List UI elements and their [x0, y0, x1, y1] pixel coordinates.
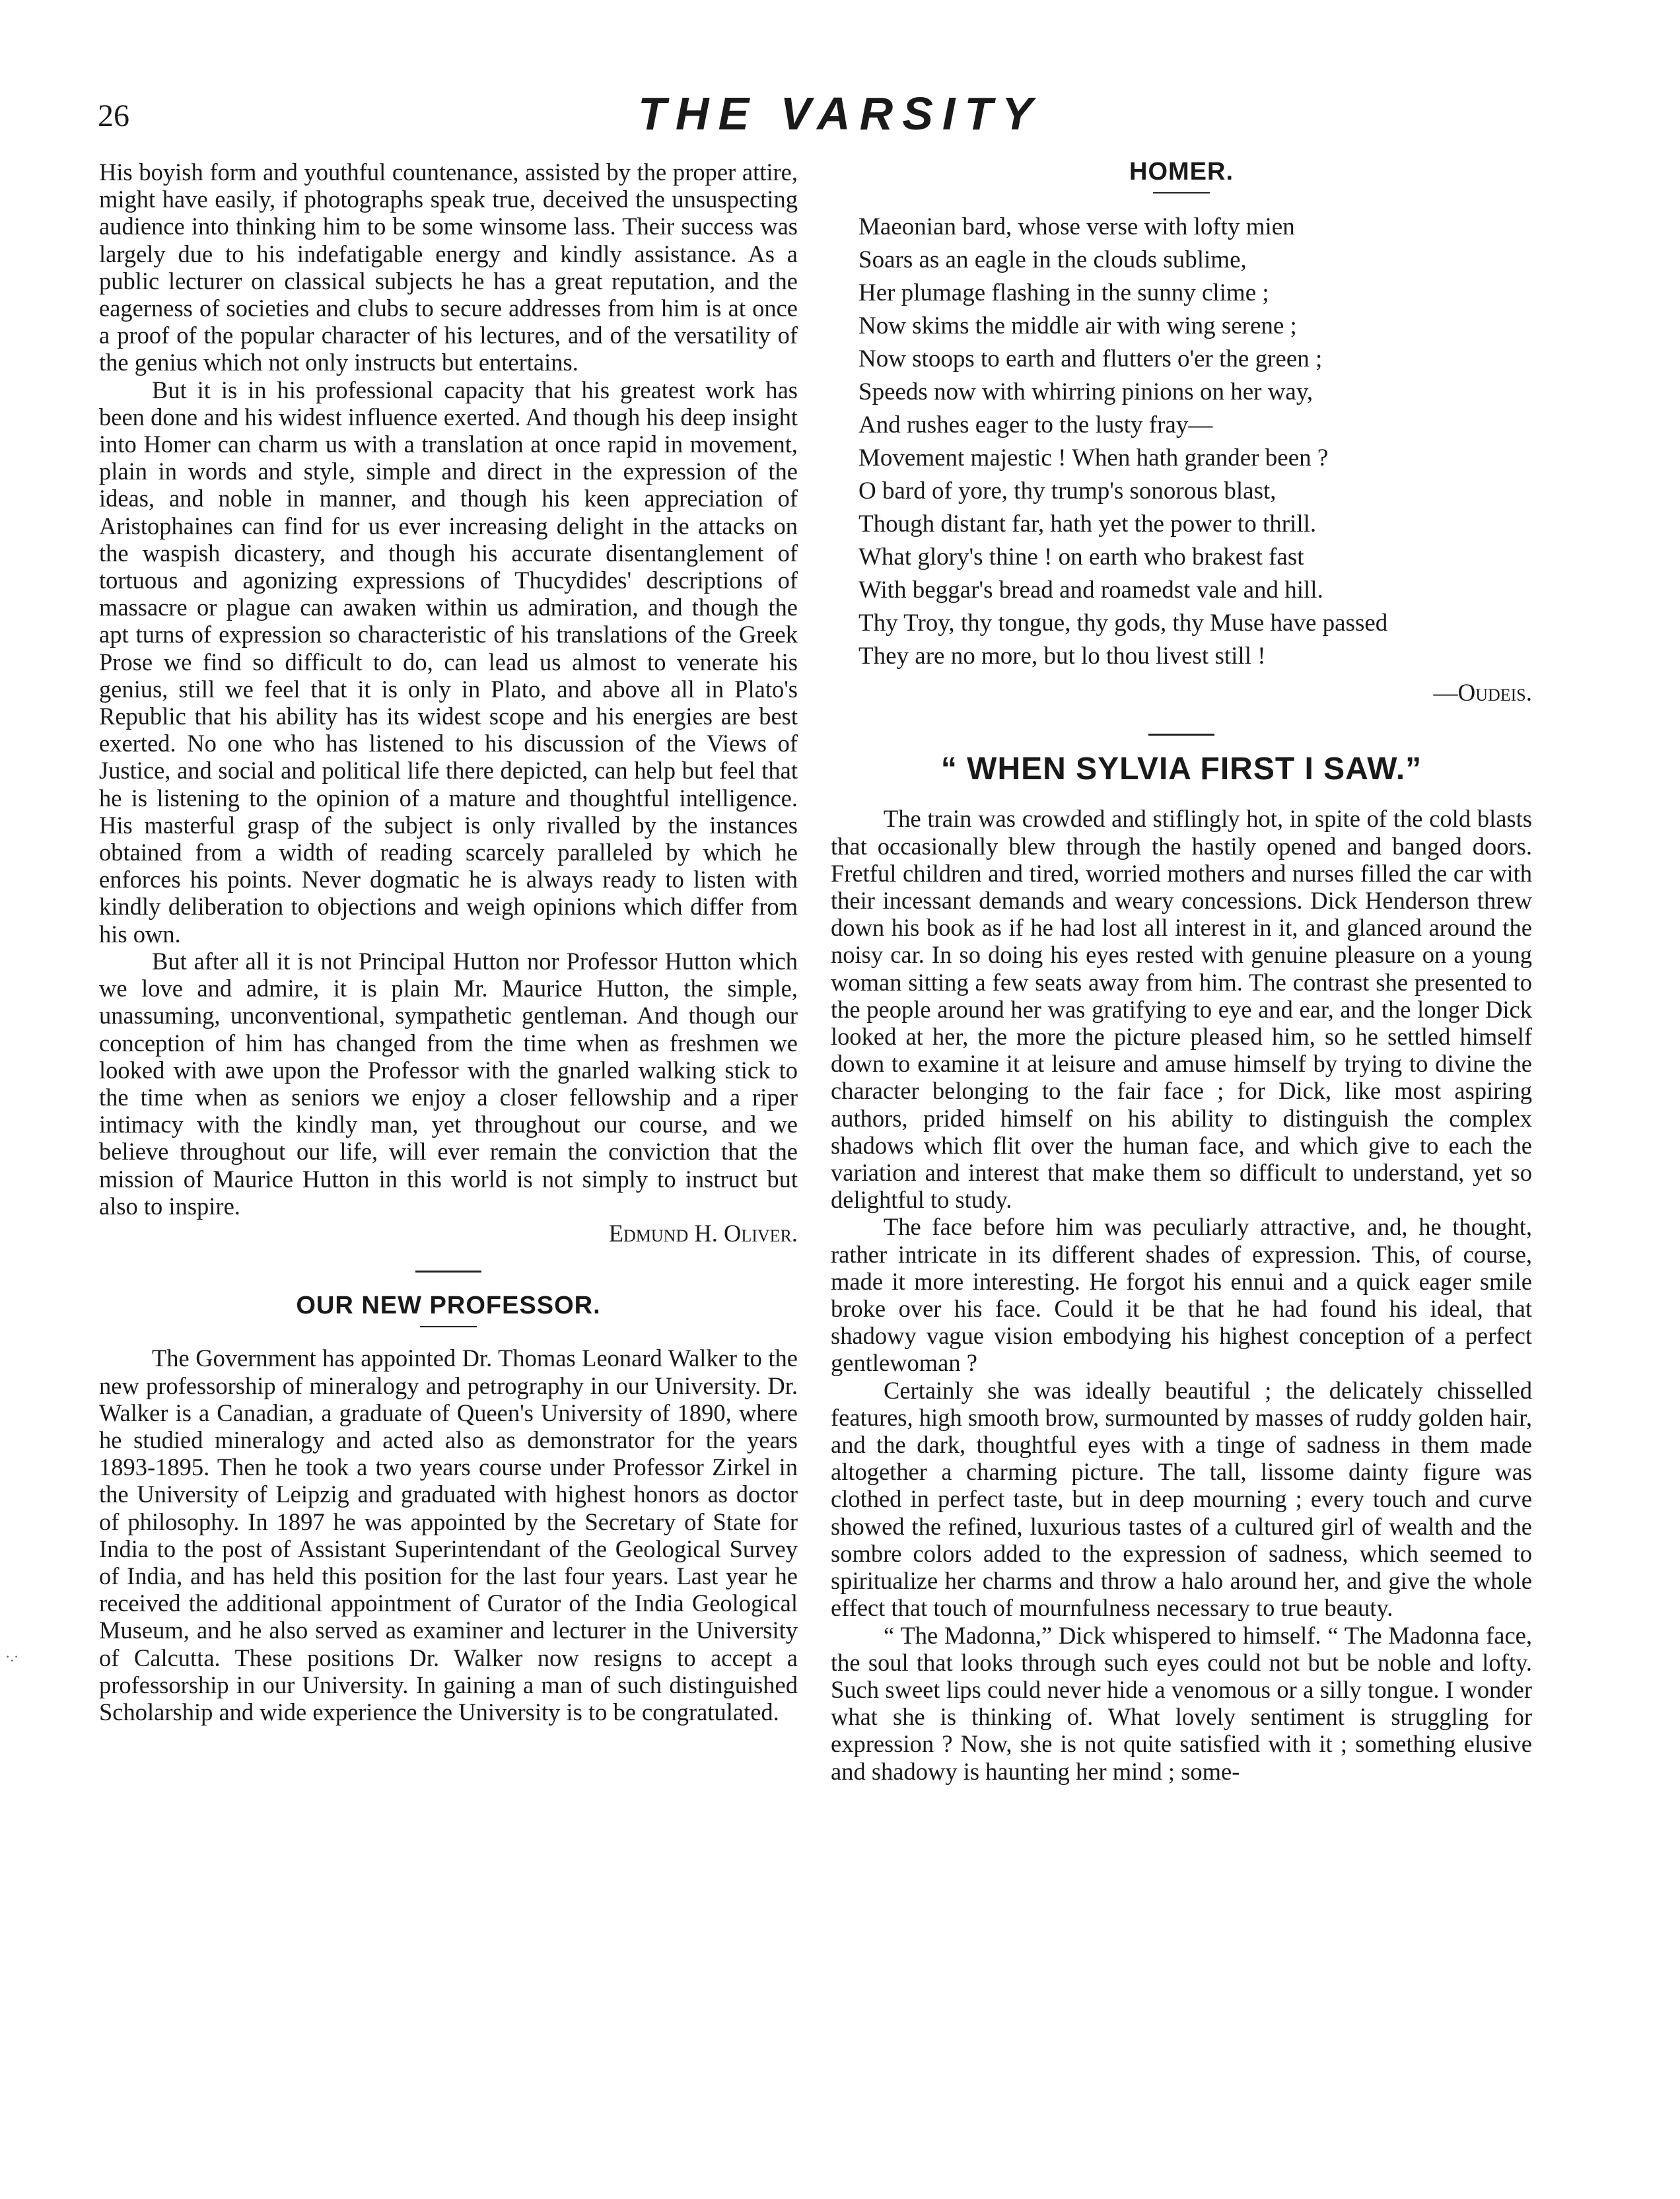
poem-line: What glory's thine ! on earth who brakest fast: [858, 543, 1304, 571]
poem-line: Now skims the middle air with wing serene ;: [858, 312, 1297, 340]
title-underline: [420, 1326, 477, 1327]
right-column: [831, 158, 1532, 1785]
page-number: 26: [98, 98, 129, 133]
poem-title: HOMER.: [1129, 158, 1234, 186]
poem-signature: —Oudeis.: [1433, 680, 1532, 707]
article-paragraph: His boyish form and youthful countenance, assisted by the proper attire, might have easily, if photographs speak true, deceived the unsuspecting audience into thinking him to be some winsome lass. Their success was largely due to his indefatigable energy and kindly assistance. As a public lecturer on classical subjects he has a great reputation, and the eagerness of societies and clubs to secure addresses from him is at once a proof of the popular character of his lectures, and of the versatility of the genius which not only instructs but entertains.: [99, 158, 798, 376]
article-paragraph: But it is in his professional capacity that his greatest work has been done and his widest influence exerted. And though his deep insight into Homer can charm us with a translation at once rapid in movement, plain in words and style, simple and direct in the expression of the ideas, and noble in manner, and though his keen appreciation of Aristophaines can find for us ever increasing delight in the attacks on the waspish dicastery, and though his accurate disentanglement of tortuous and agonizing expressions of Thucydides' descriptions of massacre or plague can awaken within us admiration, and though the apt turns of expression so characteristic of his translations of the Greek Prose we find so difficult to do, can lead us almost to venerate his genius, still we feel that it is only in Plato, and above all in Plato's Republic that his ability has its widest scope and his energies are best exerted. No one who has listened to his discussion of the Views of Justice, and social and political life there depicted, can help but feel that he is listening to the opinion of a mature and thoughtful intelligence. His masterful grasp of the subject is only rivalled by the instances obtained from a width of reading scarcely paralleled by which he enforces his points. Never dogmatic he is always ready to listen with kindly deliberation to objections and weigh opinions which differ from his own.: [99, 376, 798, 948]
page-header: [0, 78, 1680, 151]
section-divider: [415, 1271, 481, 1273]
poem-line: They are no more, but lo thou livest still !: [858, 643, 1266, 670]
poem-line: Though distant far, hath yet the power to thrill.: [858, 510, 1317, 538]
poem-line: Movement majestic ! When hath grander been ?: [858, 444, 1329, 472]
masthead-title: THE VARSITY: [638, 88, 1042, 139]
article-paragraph: The Government has appointed Dr. Thomas Leonard Walker to the new professorship of mineralogy and petrography in our University. Dr. Walker is a Canadian, a graduate of Queen's University of 1890, where he studied mineralogy and acted also as demonstrator for the years 1893-1895. Then he took a two years course under Professor Zirkel in the University of Leipzig and graduated with highest honors as doctor of philosophy. In 1897 he was appointed by the Secretary of State for India to the post of Assistant Superintendant of the Geological Survey of India, and has held this position for the last four years. Last year he received the additional appointment of Curator of the India Geological Museum, and he also served as examiner and lecturer in the University of Calcutta. These positions Dr. Walker now resigns to accept a professorship in our University. In gaining a man of such distinguished Scholarship and wide experience the University is to be congratulated.: [99, 1344, 798, 1726]
poem-line: Her plumage flashing in the sunny clime ;: [858, 279, 1269, 307]
poem-line: And rushes eager to the lusty fray—: [858, 411, 1213, 439]
story-paragraph: “ The Madonna,” Dick whispered to himself. “ The Madonna face, the soul that looks through such eyes could not but be noble and lofty. Such sweet lips could never hide a venomous or a silly tongue. I wonder what she is thinking of. What lovely sentiment is struggling for expression ? Now, she is not quite satisfied with it ; something elusive and shadowy is haunting her mind ; some-: [831, 1621, 1532, 1785]
story-paragraph: Certainly she was ideally beautiful ; the delicately chisselled features, high smooth brow, surmounted by masses of ruddy golden hair, and the dark, thoughtful eyes with a tinge of sadness in them made altogether a charming picture. The tall, lissome dainty figure was clothed in perfect taste, but in deep mourning ; every touch and curve showed the refined, luxurious tastes of a cultured girl of wealth and the sombre colors added to the expression of sadness, which seemed to spiritualize her charms and throw a halo around her, and give the whole effect that touch of mournfulness necessary to true beauty.: [831, 1376, 1532, 1622]
poem-line: O bard of yore, thy trump's sonorous blast,: [858, 477, 1277, 505]
section-title: OUR NEW PROFESSOR.: [296, 1292, 601, 1320]
poem-line: Soars as an eagle in the clouds sublime,: [858, 246, 1247, 274]
left-column: [99, 158, 798, 1726]
story-title: “ WHEN SYLVIA FIRST I SAW.”: [940, 751, 1422, 787]
margin-speck: ·.·: [5, 1648, 19, 1665]
section-divider: [1148, 734, 1214, 736]
story-paragraph: The face before him was peculiarly attractive, and, he thought, rather intricate in its different shades of expression. This, of course, made it more interesting. He forgot his ennui and a quick eager smile broke over his face. Could it be that he had found his ideal, that shadowy vague vision embodying his highest conception of a perfect gentlewoman ?: [831, 1213, 1532, 1377]
poem-line: With beggar's bread and roamedst vale and hill.: [858, 576, 1323, 604]
title-underline: [1153, 192, 1210, 193]
poem-line: Maeonian bard, whose verse with lofty mien: [858, 213, 1295, 241]
story-paragraph: The train was crowded and stiflingly hot, in spite of the cold blasts that occasionally blew through the hastily opened and banged doors. Fretful children and tired, worried mothers and nurses filled the car with their incessant demands and weary concessions. Dick Henderson threw down his book as if he had lost all interest in it, and glanced around the noisy car. In so doing his eyes rested with genuine pleasure on a young woman sitting a few seats away from him. The contrast she presented to the people around her was gratifying to eye and ear, and the longer Dick looked at her, the more the picture pleased him, so he settled himself down to examine it at leisure and amuse himself by trying to divine the character belonging to the fair face ; for Dick, like most aspiring authors, prided himself on his ability to distinguish the complex shadows which flit over the human face, and which give to each the variation and interest that make them so difficult to understand, yet so delightful to study.: [831, 805, 1532, 1214]
author-signature: Edmund H. Oliver.: [608, 1219, 798, 1247]
poem-line: Now stoops to earth and flutters o'er the green ;: [858, 345, 1323, 373]
article-paragraph: But after all it is not Principal Hutton nor Professor Hutton which we love and admire, it is plain Mr. Maurice Hutton, the simple, unassuming, unconventional, sympathetic gentleman. And though our conception of him has changed from the time when as freshmen we looked with awe upon the Professor with the gnarled walking stick to the time when as seniors we enjoy a closer fellowship and a riper intimacy with the kindly man, yet throughout our course, and we believe throughout our life, will ever remain the conviction that the mission of Maurice Hutton in this world is not simply to instruct but also to inspire.: [99, 947, 798, 1220]
poem-line: Speeds now with whirring pinions on her way,: [858, 378, 1313, 406]
poem: [858, 211, 1532, 710]
poem-line: Thy Troy, thy tongue, thy gods, thy Muse have passed: [858, 610, 1388, 637]
